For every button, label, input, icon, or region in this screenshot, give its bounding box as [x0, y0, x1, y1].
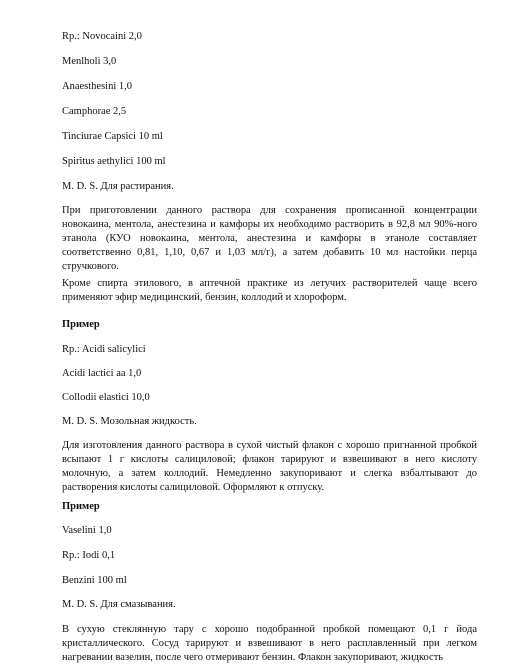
prescription-line: Rp.: Acidi salicylici	[62, 344, 146, 355]
prescription-line: Spiritus aethylici 100 ml	[62, 156, 166, 167]
prescription-signa: M. D. S. Мозольная жидкость.	[62, 416, 197, 427]
prescription-line: Menlholi 3,0	[62, 56, 117, 67]
prescription-signa: M. D. S. Для смазывания.	[62, 599, 176, 610]
prescription-line: Anaesthesini 1,0	[62, 81, 132, 92]
prescription-line: Collodii elastici 10,0	[62, 392, 150, 403]
prescription-line: Tinciurae Capsici 10 ml	[62, 131, 163, 142]
body-paragraph: При приготовлении данного раствора для сохранения прописанной концентрации новокаина, ментола, анестезина и камфоры их необходимо растворить в 92,8 мл 90%-ного этанола (КУО новокаина, ментола, анестезина и камфоры в этаноле составляет соответственно 0,81, 1,10, 0,67 и 1,03 мл/г), а затем добавить 10 мл настойки перца стручкового.	[62, 205, 477, 272]
prescription-signa: M. D. S. Для растирания.	[62, 181, 174, 192]
prescription-line: Camphorae 2,5	[62, 106, 127, 117]
body-paragraph: В сухую стеклянную тару с хорошо подобранной пробкой помещают 0,1 г йода кристаллического. Сосуд тарируют и взвешивают в него расплавленный при легком нагревании вазелин, после чего отмеривают бензин. Флакон закупоривают, жидкость	[62, 624, 477, 663]
prescription-line: Acidi lactici aa 1,0	[62, 368, 142, 379]
prescription-line: Vaselini 1,0	[62, 525, 112, 536]
example-heading: Пример	[62, 319, 100, 330]
example-heading: Пример	[62, 501, 100, 512]
prescription-line: Rp.: Novocaini 2,0	[62, 31, 142, 42]
prescription-line: Rp.: Iodi 0,1	[62, 550, 116, 561]
prescription-line: Benzini 100 ml	[62, 575, 127, 586]
body-paragraph: Кроме спирта этилового, в аптечной практике из летучих растворителей чаще всего применяют эфир медицинский, бензин, коллодий и хлороформ.	[62, 278, 477, 303]
body-paragraph: Для изготовления данного раствора в сухой чистый флакон с хорошо пригнанной пробкой всыпают 1 г кислоты салициловой; флакон тарируют и взвешивают в него кислоту молочную, а затем коллодий. Немедленно закупоривают и слегка взбалтывают до растворения кислоты салициловой. Оформляют к отпуску.	[62, 440, 477, 493]
